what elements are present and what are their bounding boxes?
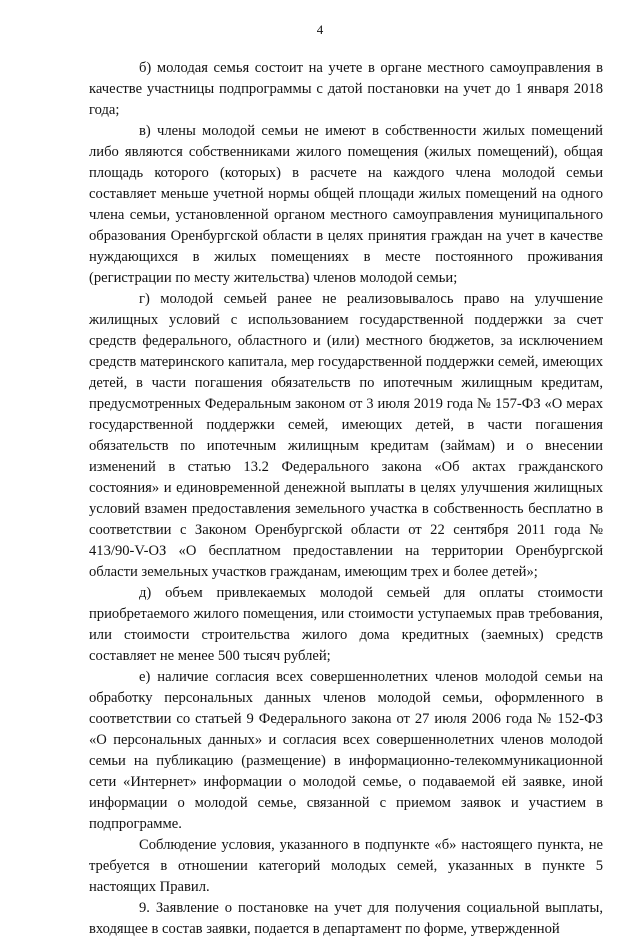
paragraph-item-e: е) наличие согласия всех совершеннолетних членов молодой семьи на обработку персональных данных членов молодой семьи, оформленного в соответствии со статьей 9 Федерального закона от 27 июля 2006 года № 152-ФЗ «О персональных данных» и согласия всех совершеннолетних членов молодой семьи на публикацию (размещение) в информационно-телекоммуникационной сети «Интернет» информации о молодой семье, о подаваемой ей заявке, иной информации о молодой семье, связанной с приемом заявок и участием в подпрограмме. xyxy=(89,669,603,832)
paragraph-item-g: г) молодой семьей ранее не реализовывалось право на улучшение жилищных условий с использованием государственной поддержки за счет средств федерального, областного и (или) местного бюджетов, за исключением средств материнского капитала, мер государственной поддержки семей, имеющих детей, в части погашения обязательств по ипотечным жилищным кредитам, предусмотренных Федеральным законом от 3 июля 2019 года № 157-ФЗ «О мерах государственной поддержки семей, имеющих детей, в части погашения обязательств по ипотечным жилищным кредитам (займам) и о внесении изменений в статью 13.2 Федерального закона «Об актах гражданского состояния» и единовременной денежной выплаты в целях улучшения жилищных условий взамен предоставления земельного участка в собственность бесплатно в соответствии с Законом Оренбургской области от 22 сентября 2011 года № 413/90-V-ОЗ «О бесплатном предоставлении на территории Оренбургской области земельных участков гражданам, имеющим трех и более детей»; xyxy=(89,291,603,580)
paragraph-item-b: б) молодая семья состоит на учете в органе местного самоуправления в качестве участницы подпрограммы с датой постановки на учет до 1 января 2018 года; xyxy=(89,60,603,118)
paragraph-exception-note: Соблюдение условия, указанного в подпункте «б» настоящего пункта, не требуется в отношении категорий молодых семей, указанных в пункте 5 настоящих Правил. xyxy=(89,837,603,895)
paragraph-item-v: в) члены молодой семьи не имеют в собственности жилых помещений либо являются собственниками жилого помещения (жилых помещений), общая площадь которого (которых) в расчете на каждого члена молодой семьи составляет меньше учетной нормы общей площади жилых помещений на одного члена семьи, установленной органом местного самоуправления муниципального образования Оренбургской области в целях принятия граждан на учет в качестве нуждающихся в жилых помещениях в месте постоянного проживания (регистрации по месту жительства) членов молодой семьи; xyxy=(89,123,603,286)
document-body xyxy=(89,58,603,940)
paragraph-item-d: д) объем привлекаемых молодой семьей для оплаты стоимости приобретаемого жилого помещения, или стоимости уступаемых прав требования, или стоимости строительства жилого дома кредитных (заемных) средств составляет не менее 500 тысяч рублей; xyxy=(89,585,603,664)
paragraph-item-9: 9. Заявление о постановке на учет для получения социальной выплаты, входящее в состав заявки, подается в департамент по форме, утвержденной xyxy=(89,900,603,937)
page-number: 4 xyxy=(316,22,324,37)
